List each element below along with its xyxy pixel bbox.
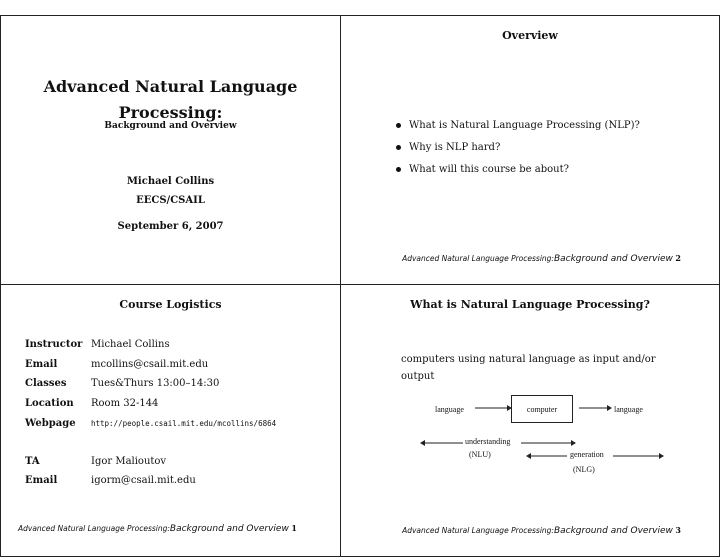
computer-label: computer [526, 404, 558, 414]
info-row-classes [25, 374, 219, 392]
page-number: 2 [675, 253, 681, 263]
info-value: Tues&Thurs 13:00–14:30 [91, 377, 220, 389]
info-label: Webpage [25, 417, 76, 429]
slide-overview [340, 15, 720, 285]
output-arrow-icon [577, 403, 613, 413]
info-row-email [25, 355, 208, 373]
info-value: Igor Malioutov [91, 455, 167, 467]
slide-title-page [0, 15, 341, 285]
intro-line1: computers using natural language as input and/or [401, 354, 656, 365]
bullet-list [396, 114, 640, 180]
footer-topic: Background and Overview [553, 526, 673, 536]
input-arrow-icon [473, 403, 513, 413]
generation-label: generation [570, 450, 604, 459]
input-language-label: language [435, 405, 464, 414]
info-value: Room 32-144 [91, 397, 159, 409]
info-row-ta-email [25, 471, 196, 489]
info-value: Michael Collins [91, 338, 170, 350]
info-row-ta [25, 452, 166, 470]
intro-line2: output [401, 371, 435, 382]
date: September 6, 2007 [117, 221, 224, 232]
page-number: 3 [675, 525, 681, 535]
footer-topic: Background and Overview [169, 524, 289, 534]
bullet-text: What is Natural Language Processing (NLP)? [409, 119, 640, 131]
slide-course-logistics [0, 284, 341, 557]
footer-topic: Background and Overview [553, 254, 673, 264]
info-label: Email [25, 474, 58, 486]
info-row-webpage [25, 414, 276, 432]
bullet-item [396, 136, 640, 158]
info-value: mcollins@csail.mit.edu [91, 358, 209, 370]
bullet-item [396, 158, 640, 180]
info-label: Instructor [25, 338, 83, 350]
slide-footer [402, 525, 681, 536]
info-label: Email [25, 358, 58, 370]
intro-text [401, 351, 681, 385]
info-row-instructor [25, 335, 170, 353]
footer-course: Advanced Natural Language Processing: [402, 254, 554, 263]
main-title-line2: Processing: [118, 103, 223, 122]
main-title-line1: Advanced Natural Language [43, 77, 298, 96]
info-value: igorm@csail.mit.edu [91, 474, 196, 486]
slide-heading: Course Logistics [119, 298, 222, 311]
bullet-text: What will this course be about? [409, 163, 569, 175]
footer-course: Advanced Natural Language Processing: [18, 524, 170, 533]
slide-footer [402, 253, 681, 264]
main-title [1, 74, 340, 126]
bullet-text: Why is NLP hard? [409, 141, 501, 153]
understanding-label: understanding [465, 437, 511, 446]
info-label: Location [25, 397, 74, 409]
bullet-icon [396, 123, 401, 128]
nlg-label: (NLG) [573, 465, 595, 474]
author: Michael Collins [126, 176, 215, 187]
bullet-icon [396, 145, 401, 150]
bullet-item [396, 114, 640, 136]
slide-heading: What is Natural Language Processing? [410, 298, 650, 311]
slide-heading: Overview [502, 29, 558, 42]
info-label: TA [25, 455, 40, 467]
nlu-label: (NLU) [469, 450, 491, 459]
slide-footer [18, 523, 297, 534]
info-label: Classes [25, 377, 67, 389]
info-row-location [25, 394, 158, 412]
computer-box [511, 395, 573, 423]
bullet-icon [396, 167, 401, 172]
department: EECS/CSAIL [136, 195, 205, 206]
output-language-label: language [614, 405, 643, 414]
slide-what-is-nlp [340, 284, 720, 557]
footer-course: Advanced Natural Language Processing: [402, 526, 554, 535]
subtitle: Background and Overview [104, 121, 237, 131]
webpage-url: http://people.csail.mit.edu/mcollins/6864 [91, 418, 277, 428]
page-number: 1 [291, 523, 297, 533]
